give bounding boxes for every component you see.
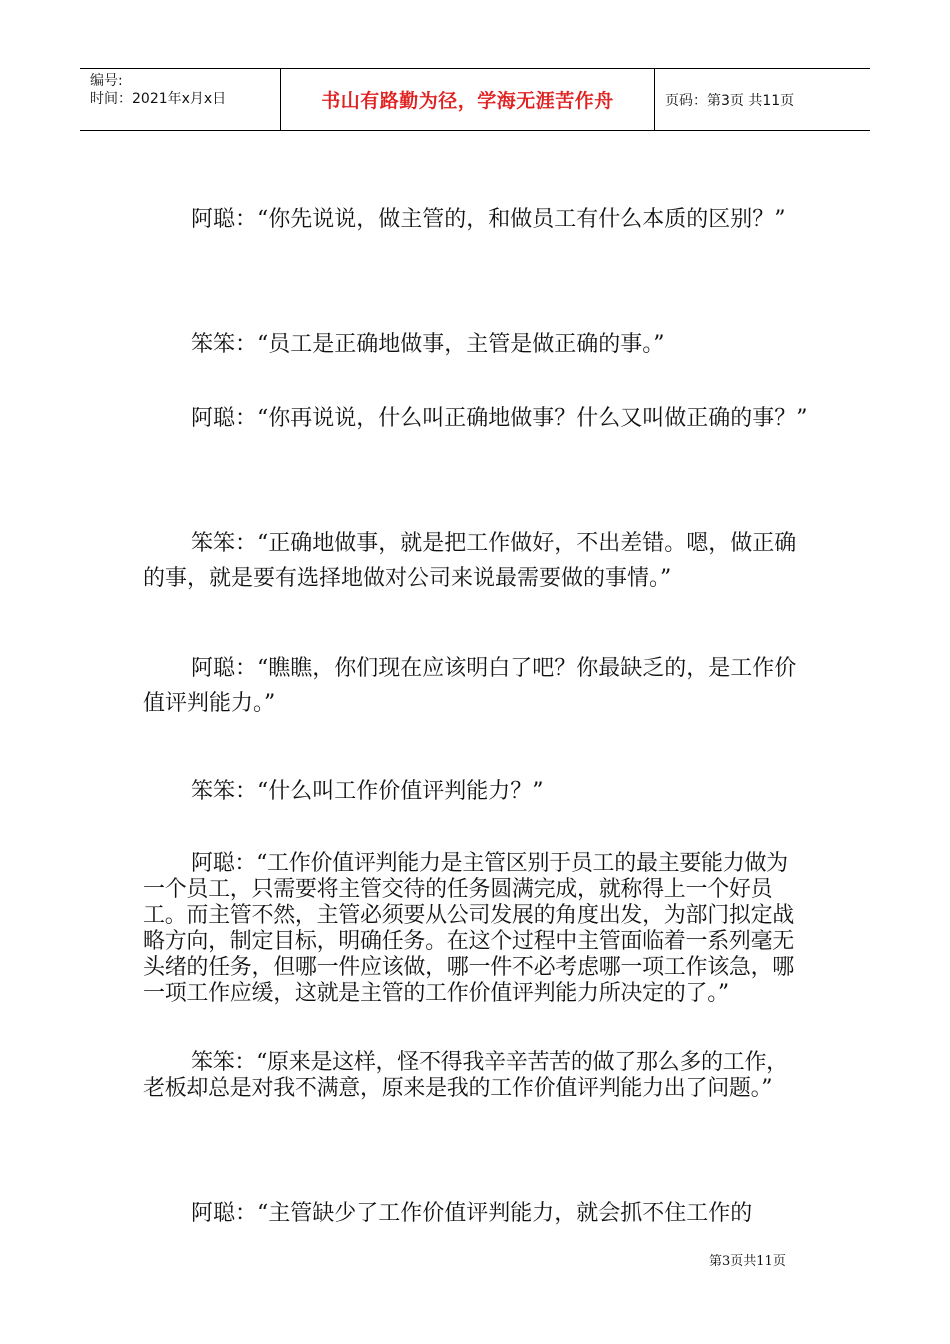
dialogue-paragraph: 阿聪：“你再说说，什么叫正确地做事？什么又叫做正确的事？” [191, 406, 808, 431]
dialogue-paragraph: 笨笨：“正确地做事，就是把工作做好，不出差错。嗯，做正确的事，就是要有选择地做对公司来说最需要做的事情。” [143, 531, 797, 591]
dialogue-paragraph: 阿聪：“瞧瞧，你们现在应该明白了吧？你最缺乏的，是工作价值评判能力。” [143, 656, 797, 716]
dialogue-paragraph: 笨笨：“什么叫工作价值评判能力？” [191, 779, 544, 804]
header-meta [80, 69, 281, 130]
dialogue-paragraph: 阿聪：“你先说说，做主管的，和做员工有什么本质的区别？” [191, 207, 786, 232]
dialogue-paragraph: 笨笨：“员工是正确地做事，主管是做正确的事。” [191, 332, 665, 357]
header-motto: 书山有路勤为径，学海无涯苦作舟 [281, 69, 655, 130]
dialogue-paragraph: 阿聪：“工作价值评判能力是主管区别于员工的最主要能力做为一个员工，只需要将主管交待的任务圆满完成，就称得上一个好员工。而主管不然，主管必须要从公司发展的角度出发，为部门拟定战略方向，制定目标，明确任务。在这个过程中主管面临着一系列毫无头绪的任务，但哪一件应该做，哪一件不必考虑哪一项工作该急，哪一项工作应缓，这就是主管的工作价值评判能力所决定的了。” [143, 851, 795, 1006]
dialogue-paragraph: 阿聪：“主管缺少了工作价值评判能力，就会抓不住工作的 [191, 1201, 753, 1226]
document-time-label: 时间：2021年x月x日 [90, 91, 227, 107]
header-page-info: 页码：第3页 共11页 [665, 92, 795, 109]
document-number-label: 编号: [90, 73, 123, 89]
page-header [80, 68, 870, 131]
page-footer: 第3页共11页 [709, 1254, 786, 1269]
dialogue-paragraph: 笨笨：“原来是这样，怪不得我辛辛苦苦的做了那么多的工作，老板却总是对我不满意，原来是我的工作价值评判能力出了问题。” [143, 1050, 788, 1101]
